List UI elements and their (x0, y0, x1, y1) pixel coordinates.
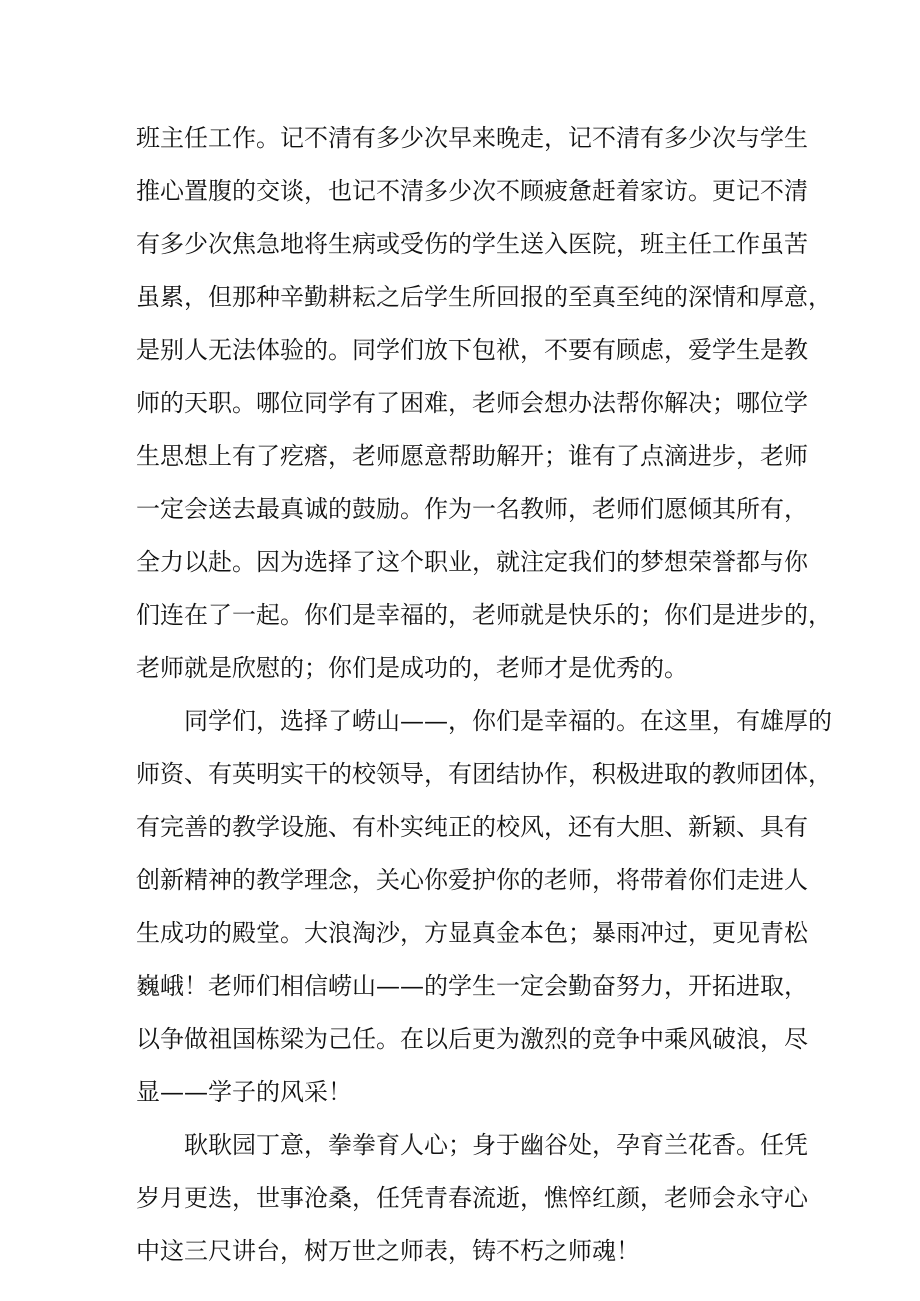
text-line: 有完善的教学设施、有朴实纯正的校风，还有大胆、新颖、具有 (136, 813, 808, 841)
text-line: 中这三尺讲台，树万世之师表，铸不朽之师魂！ (136, 1237, 640, 1265)
text-line: 生成功的殿堂。大浪淘沙，方显真金本色；暴雨冲过，更见青松 (136, 919, 808, 947)
text-line: 推心置腹的交谈，也记不清多少次不顾疲惫赶着家访。更记不清 (136, 177, 808, 205)
text-line: 有多少次焦急地将生病或受伤的学生送入医院，班主任工作虽苦 (136, 230, 808, 258)
text-line: 是别人无法体验的。同学们放下包袱，不要有顾虑，爱学生是教 (136, 336, 808, 364)
paragraph-1 (136, 112, 832, 695)
text-line: 师的天职。哪位同学有了困难，老师会想办法帮你解决；哪位学 (136, 389, 808, 417)
text-line: 巍峨！老师们相信崂山——的学生一定会勤奋努力，开拓进取， (136, 972, 808, 1000)
text-line: 一定会送去最真诚的鼓励。作为一名教师，老师们愿倾其所有， (136, 495, 808, 523)
text-line: 班主任工作。记不清有多少次早来晚走，记不清有多少次与学生 (136, 124, 808, 152)
text-line: 老师就是欣慰的；你们是成功的，老师才是优秀的。 (136, 654, 688, 682)
text-line: 全力以赴。因为选择了这个职业，就注定我们的梦想荣誉都与你 (136, 548, 808, 576)
document-body (136, 112, 832, 1278)
text-line: 创新精神的教学理念，关心你爱护你的老师，将带着你们走进人 (136, 866, 808, 894)
paragraph-2 (136, 695, 832, 1119)
paragraph-3 (136, 1119, 806, 1278)
text-line: 虽累，但那种辛勤耕耘之后学生所回报的至真至纯的深情和厚意， (136, 283, 832, 311)
text-line: 师资、有英明实干的校领导，有团结协作，积极进取的教师团体， (136, 760, 832, 788)
text-line: 耿耿园丁意，拳拳育人心；身于幽谷处，孕育兰花香。任凭 (184, 1131, 808, 1159)
text-line: 同学们，选择了崂山——，你们是幸福的。在这里，有雄厚的 (184, 707, 832, 735)
text-line: 显——学子的风采！ (136, 1078, 352, 1106)
text-line: 岁月更迭，世事沧桑，任凭青春流逝，憔悴红颜，老师会永守心 (136, 1184, 808, 1212)
text-line: 生思想上有了疙瘩，老师愿意帮助解开；谁有了点滴进步，老师 (136, 442, 808, 470)
text-line: 们连在了一起。你们是幸福的，老师就是快乐的；你们是进步的， (136, 601, 832, 629)
text-line: 以争做祖国栋梁为己任。在以后更为激烈的竞争中乘风破浪，尽 (136, 1025, 808, 1053)
